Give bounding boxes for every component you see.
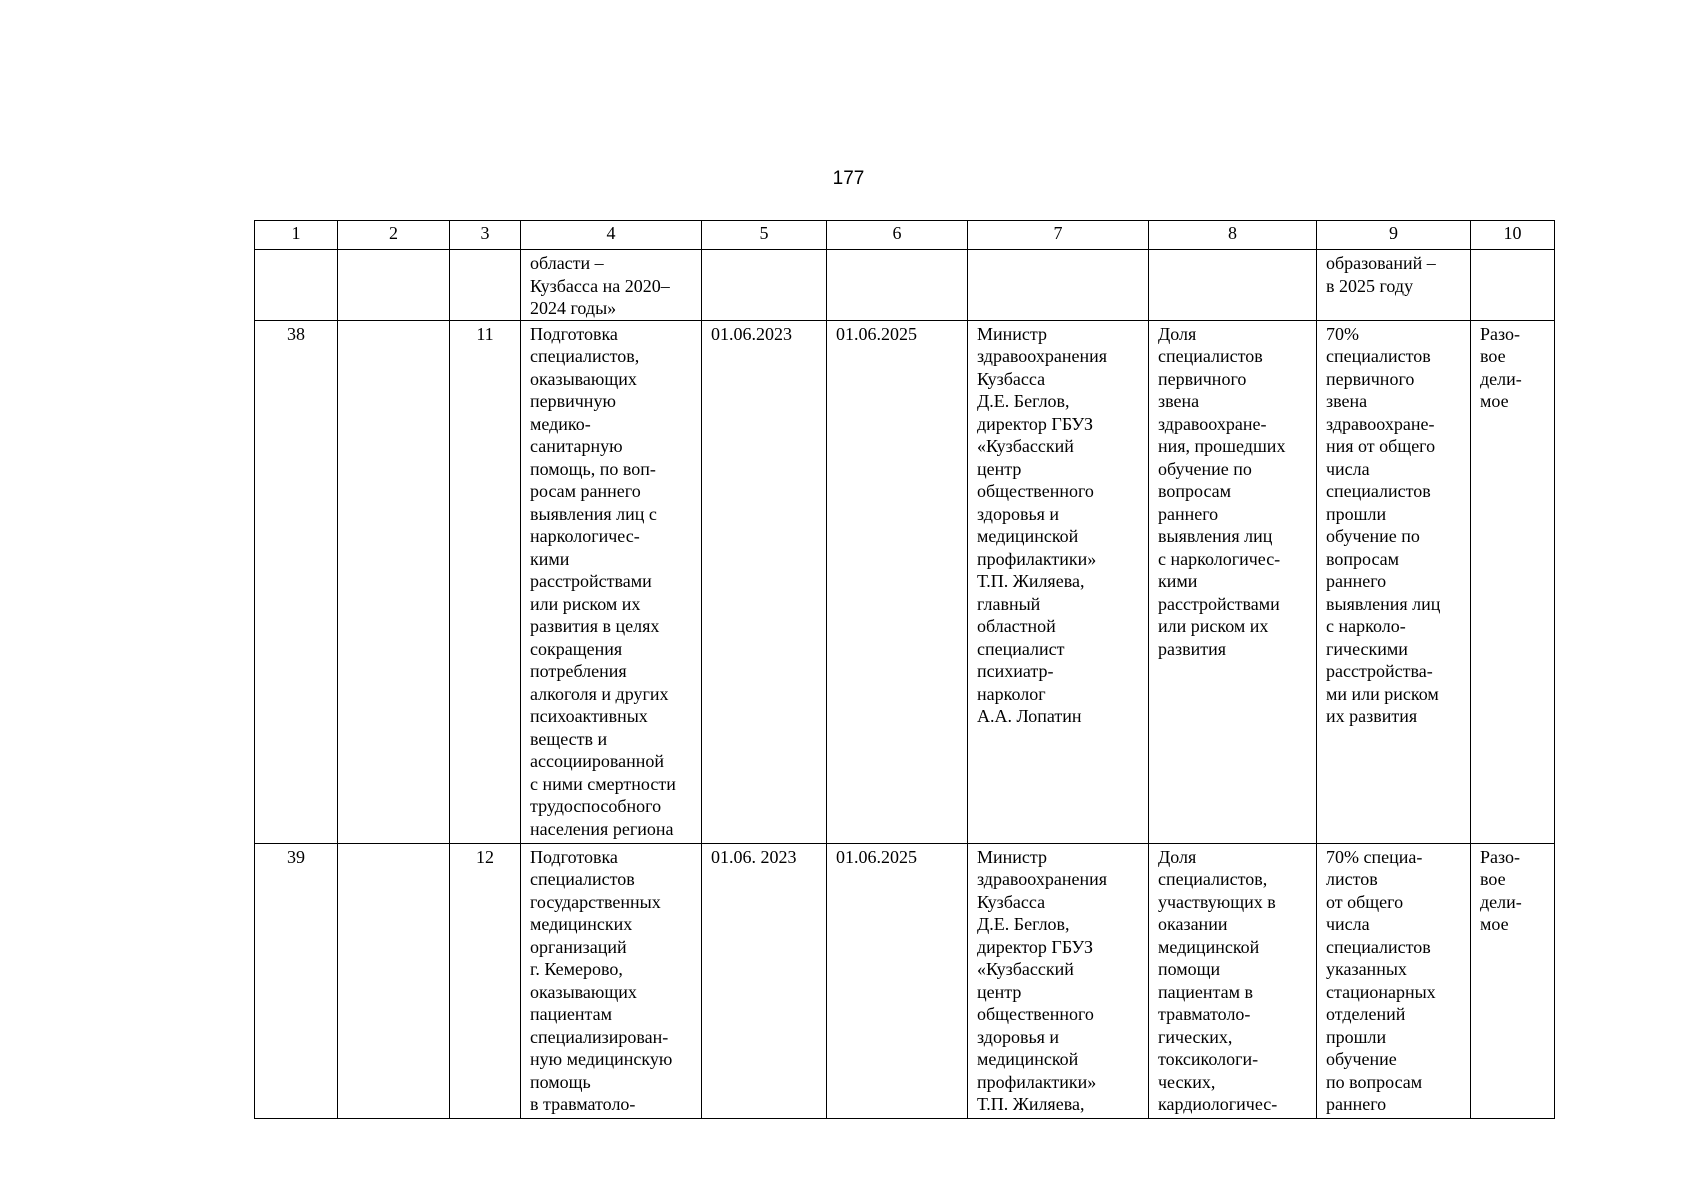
table-cell: Подготовка специалистов государственных медицинских организаций г. Кемерово, оказывающих пациентам специализирован- ную медицинскую помощь в травматоло- [521, 843, 702, 1118]
table-cell [968, 250, 1149, 321]
column-number: 3 [450, 221, 521, 250]
table-cell: Подготовка специалистов, оказывающих первичную медико- санитарную помощь, по воп- росам раннего выявления лиц с наркологичес- кими расстройствами или риском их развития в целях сокращения потребления алкоголя и других психоактивных веществ и ассоциированной с ними смертности трудоспособного населения региона [521, 320, 702, 843]
table-cell [338, 320, 450, 843]
table-row [255, 320, 1555, 843]
plan-table [254, 220, 1555, 1119]
table-cell: 01.06.2025 [827, 320, 968, 843]
table-cell: 39 [255, 843, 338, 1118]
table-cell: 38 [255, 320, 338, 843]
table-cell: области – Кузбасса на 2020– 2024 годы» [521, 250, 702, 321]
column-number: 7 [968, 221, 1149, 250]
page-number: 177 [832, 168, 865, 189]
column-number-row [255, 221, 1555, 250]
table-cell: Разо- вое дели- мое [1471, 320, 1555, 843]
table-cell: 70% специа- листов от общего числа специалистов указанных стационарных отделений прошли обучение по вопросам раннего [1317, 843, 1471, 1118]
column-number: 1 [255, 221, 338, 250]
table-cell [702, 250, 827, 321]
table-cell: 01.06.2025 [827, 843, 968, 1118]
table-cell: образований – в 2025 году [1317, 250, 1471, 321]
table-cell: Доля специалистов, участвующих в оказании медицинской помощи пациентам в травматоло- гических, токсикологи- ческих, кардиологичес- [1149, 843, 1317, 1118]
table-cell: Министр здравоохранения Кузбасса Д.Е. Беглов, директор ГБУЗ «Кузбасский центр общественного здоровья и медицинской профилактики» Т.П. Жиляева, главный областной специалист психиатр- нарколог А.А. Лопатин [968, 320, 1149, 843]
table-cell: 70% специалистов первичного звена здравоохране- ния от общего числа специалистов прошли обучение по вопросам раннего выявления лиц с нарколо- гическими расстройства- ми или риском их развития [1317, 320, 1471, 843]
table-cell [1149, 250, 1317, 321]
table-row [255, 250, 1555, 321]
column-number: 2 [338, 221, 450, 250]
column-number: 6 [827, 221, 968, 250]
table-cell [255, 250, 338, 321]
column-number: 8 [1149, 221, 1317, 250]
table-cell: Разо- вое дели- мое [1471, 843, 1555, 1118]
table-cell [338, 250, 450, 321]
table-cell [450, 250, 521, 321]
table-cell: Доля специалистов первичного звена здравоохране- ния, прошедших обучение по вопросам раннего выявления лиц с наркологичес- кими расстройствами или риском их развития [1149, 320, 1317, 843]
table-cell: 11 [450, 320, 521, 843]
table-row [255, 843, 1555, 1118]
column-number: 9 [1317, 221, 1471, 250]
table-cell: Министр здравоохранения Кузбасса Д.Е. Беглов, директор ГБУЗ «Кузбасский центр общественного здоровья и медицинской профилактики» Т.П. Жиляева, [968, 843, 1149, 1118]
table-cell [827, 250, 968, 321]
column-number: 10 [1471, 221, 1555, 250]
table-cell: 01.06.2023 [702, 320, 827, 843]
table-cell [338, 843, 450, 1118]
column-number: 5 [702, 221, 827, 250]
table-cell: 12 [450, 843, 521, 1118]
column-number: 4 [521, 221, 702, 250]
table-cell: 01.06. 2023 [702, 843, 827, 1118]
table-cell [1471, 250, 1555, 321]
